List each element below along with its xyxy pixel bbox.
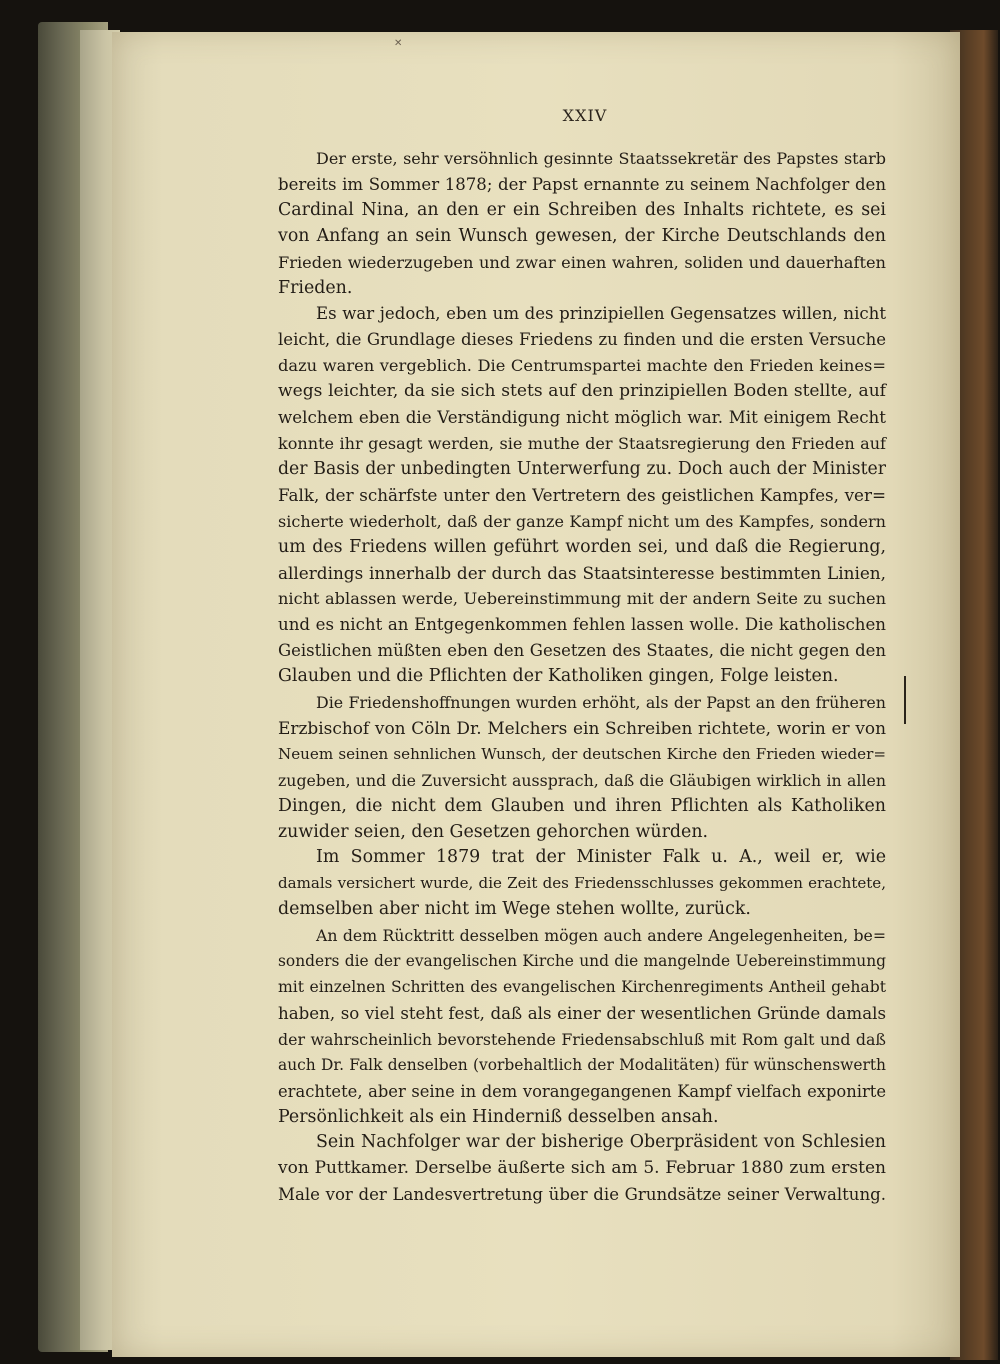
paragraph: [278, 146, 886, 301]
text-line: demselben aber nicht im Wege stehen wollte, zurück.: [278, 899, 751, 920]
text-line: sonders die der evangelischen Kirche und die mangelnde Uebereinstimmung: [278, 952, 886, 971]
text-line: dazu waren vergeblich. Die Centrumspartei machte den Frieden keines=: [278, 356, 886, 376]
body-text: [278, 146, 886, 1208]
text-line: erachtete, aber seine in dem vorangegangenen Kampf vielfach exponirte: [278, 1081, 886, 1101]
text-line: allerdings innerhalb der durch das Staatsinteresse bestimmten Linien,: [278, 562, 886, 583]
text-line: Neuem seinen sehnlichen Wunsch, der deutschen Kirche den Frieden wieder=: [278, 744, 886, 763]
text-line: Im Sommer 1879 trat der Minister Falk u. A., weil er, wie: [316, 847, 886, 868]
paragraph: [278, 923, 886, 1130]
text-line: An dem Rücktritt desselben mögen auch andere Angelegenheiten, be=: [316, 926, 886, 946]
text-line: der wahrscheinlich bevorstehende Friedensabschluß mit Rom galt und daß: [278, 1029, 886, 1049]
text-line: zugeben, und die Zuversicht aussprach, daß die Gläubigen wirklich in allen: [278, 770, 886, 790]
text-line: Male vor der Landesvertretung über die Grundsätze seiner Verwaltung.: [278, 1185, 886, 1205]
text-line: Falk, der schärfste unter den Vertretern des geistlichen Kampfes, ver=: [278, 484, 886, 505]
text-line: auch Dr. Falk denselben (vorbehaltlich der Modalitäten) für wünschenswerth: [278, 1055, 886, 1074]
text-line: Erzbischof von Cöln Dr. Melchers ein Schreiben richtete, worin er von: [278, 717, 886, 738]
text-line: zuwider seien, den Gesetzen gehorchen würden.: [278, 821, 709, 842]
text-line: Glauben und die Pflichten der Katholiken gingen, Folge leisten.: [278, 666, 839, 687]
text-line: Frieden wiederzugeben und zwar einen wahren, soliden und dauerhaften: [278, 252, 886, 272]
text-line: bereits im Sommer 1878; der Papst ernannte zu seinem Nachfolger den: [278, 174, 886, 194]
text-line: Dingen, die nicht dem Glauben und ihren Pflichten als Katholiken: [278, 795, 886, 816]
text-line: welchem eben die Verständigung nicht möglich war. Mit einigem Recht: [278, 408, 886, 428]
text-line: damals versichert wurde, die Zeit des Friedensschlusses gekommen erachtete,: [278, 874, 886, 893]
text-line: konnte ihr gesagt werden, sie muthe der Staatsregierung den Frieden auf: [278, 433, 886, 453]
paragraph: [278, 690, 886, 845]
paragraph: [278, 1130, 886, 1208]
text-line: Die Friedenshoffnungen wurden erhöht, als der Papst an den früheren: [316, 693, 886, 713]
text-line: Persönlichkeit als ein Hinderniß desselben ansah.: [278, 1106, 719, 1127]
text-line: haben, so viel steht fest, daß als einer der wesentlichen Gründe damals: [278, 1003, 886, 1023]
text-line: von Puttkamer. Derselbe äußerte sich am 5. Februar 1880 zum ersten: [278, 1158, 886, 1179]
text-line: wegs leichter, da sie sich stets auf den prinzipiellen Boden stellte, auf: [278, 381, 886, 402]
paragraph: [278, 301, 886, 690]
text-line: und es nicht an Entgegenkommen fehlen lassen wolle. Die katholischen: [278, 615, 886, 635]
text-line: Sein Nachfolger war der bisherige Oberpräsident von Schlesien: [316, 1132, 886, 1153]
text-line: der Basis der unbedingten Unterwerfung zu. Doch auch der Minister: [278, 458, 886, 479]
text-line: Cardinal Nina, an den er ein Schreiben des Inhalts richtete, es sei: [278, 199, 886, 220]
text-line: Frieden.: [278, 277, 353, 298]
text-line: Es war jedoch, eben um des prinzipiellen Gegensatzes willen, nicht: [316, 304, 886, 324]
text-line: sicherte wiederholt, daß der ganze Kampf nicht um des Kampfes, sondern: [278, 511, 886, 531]
text-line: Geistlichen müßten eben den Gesetzen des Staates, die nicht gegen den: [278, 641, 886, 661]
text-line: um des Friedens willen geführt worden sei, und daß die Regierung,: [278, 536, 886, 557]
margin-pencil-mark: [904, 676, 906, 724]
text-line: mit einzelnen Schritten des evangelischen Kirchenregiments Antheil gehabt: [278, 978, 886, 996]
text-line: von Anfang an sein Wunsch gewesen, der Kirche Deutschlands den: [278, 225, 886, 246]
text-line: leicht, die Grundlage dieses Friedens zu finden und die ersten Versuche: [278, 330, 886, 350]
paragraph: [278, 845, 886, 923]
page-number: XXIV: [562, 106, 608, 125]
text-line: Der erste, sehr versöhnlich gesinnte Staatssekretär des Papstes starb: [316, 149, 886, 168]
binding-mark: ✕: [394, 38, 403, 49]
text-line: nicht ablassen werde, Uebereinstimmung mit der andern Seite zu suchen: [278, 589, 886, 609]
